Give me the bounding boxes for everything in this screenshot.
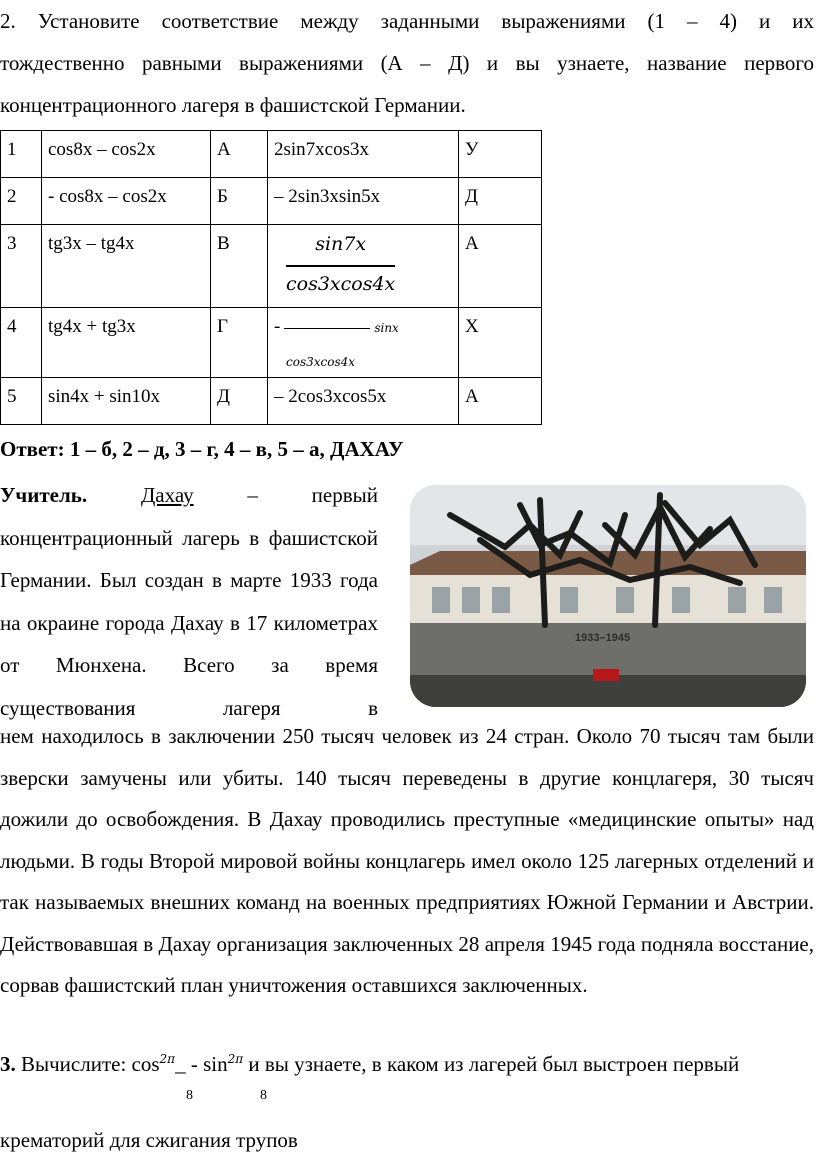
identity-cell: – 2sin3xsin5x: [268, 178, 459, 225]
expression-cell: tg4x + tg3x: [42, 308, 211, 378]
letter-cell: В: [211, 225, 268, 308]
sin-term: - sin: [190, 1052, 228, 1076]
camp-name: Дахау: [140, 483, 194, 507]
letter-cell: Д: [211, 378, 268, 425]
denominator-1: 8: [186, 1088, 193, 1103]
fraction-denominator: cos3xcos4x: [286, 273, 396, 295]
task2-line3: концентрационного лагеря в фашистской Германии.: [0, 93, 466, 117]
code-letter-cell: Д: [459, 178, 542, 225]
body-paragraph: нем находилось в заключении 250 тысяч человек из 24 стран. Около 70 тысяч там были зверски замучены или убиты. 140 тысяч переведены в другие концлагеря, 30 тысяч дожили до освобождения. В Дахау проводились преступные «медицинские опыты» над людьми. В годы Второй мировой войны концлагерь имел около 125 лагерных отделений и так называемых внешних команд на военных предприятиях Южной Германии и Австрии. Действовавшая в Дахау организация заключенных 28 апреля 1945 года подняла восстание, сорвав фашистский план уничтожения оставшихся заключенных.: [0, 724, 814, 997]
task2-line2: тождественно равными выражениями (А – Д) и вы узнаете, название первого: [0, 51, 814, 75]
plaque-text: 1933–1945: [575, 632, 631, 644]
identity-cell: [268, 308, 459, 378]
fraction-numerator: sinx: [374, 321, 399, 335]
identity-cell: 2sin7xcos3x: [268, 131, 459, 178]
answer-line: Ответ: 1 – б, 2 – д, 3 – г, 4 – в, 5 – а, ДАХАУ: [0, 437, 404, 461]
row-number: 4: [1, 308, 42, 378]
table-row: [1, 308, 542, 378]
identity-cell: – 2cos3xcos5x: [268, 378, 459, 425]
expression-cell: cos8x – cos2x: [42, 131, 211, 178]
fraction: [286, 229, 395, 299]
task3-number: 3.: [0, 1052, 16, 1076]
letter-cell: Б: [211, 178, 268, 225]
table-row: [1, 378, 542, 425]
row-number: 5: [1, 378, 42, 425]
expression-cell: - cos8x – cos2x: [42, 178, 211, 225]
matching-table: [0, 130, 542, 425]
teacher-paragraph: [0, 474, 378, 729]
cos-term: cos: [131, 1052, 160, 1076]
cos-exponent: 2π: [159, 1052, 176, 1066]
identity-cell: [268, 225, 459, 308]
memorial-sculpture-image: [410, 485, 806, 707]
teacher-text: – первый концентрационный лагерь в фашистской Германии. Был создан в марте 1933 года на окраине города Дахау в 17 километрах от Мюнхена. Всего за время существования лагеря в: [0, 483, 379, 720]
table-row: [1, 178, 542, 225]
code-letter-cell: У: [459, 131, 542, 178]
task2-line1: Установите соответствие между заданными выражениями (1 – 4) и их: [37, 9, 814, 33]
task3-rest: и вы узнаете, в каком из лагерей был выстроен первый: [243, 1052, 740, 1076]
task2-number: 2.: [0, 9, 16, 33]
task2-statement: [0, 0, 814, 126]
expression-cell: sin4x + sin10x: [42, 378, 211, 425]
fraction-bar: [286, 265, 395, 267]
fraction-prefix: -: [274, 316, 281, 337]
task3-last-line: крематорий для сжигания трупов: [0, 1128, 298, 1152]
task3-statement: 3. Вычислите: $\cos^{2\pi}\_ - \sin^{2\pi} и$ вы узнаете, в каком из лагерей был выстроен первый 8 8 крематорий для сжигания трупов: [0, 1052, 740, 1152]
code-letter-cell: А: [459, 225, 542, 308]
fraction-numerator: sin7x: [315, 233, 367, 255]
small-fraction: [274, 321, 452, 377]
letter-cell: А: [211, 131, 268, 178]
task3-intro: Вычислите:: [15, 1052, 132, 1076]
memorial-photo: [410, 485, 806, 707]
table-row: [1, 225, 542, 308]
table-row: [1, 131, 542, 178]
sin-exponent: 2π: [227, 1052, 244, 1066]
denominator-2: 8: [260, 1088, 267, 1103]
teacher-label: Учитель.: [0, 483, 88, 507]
row-number: 1: [1, 131, 42, 178]
code-letter-cell: Х: [459, 308, 542, 378]
row-number: 2: [1, 178, 42, 225]
code-letter-cell: А: [459, 378, 542, 425]
expression-cell: tg3x – tg4x: [42, 225, 211, 308]
letter-cell: Г: [211, 308, 268, 378]
fraction-bar: [284, 328, 370, 329]
fraction-denominator: cos3xcos4x: [286, 355, 356, 369]
row-number: 3: [1, 225, 42, 308]
